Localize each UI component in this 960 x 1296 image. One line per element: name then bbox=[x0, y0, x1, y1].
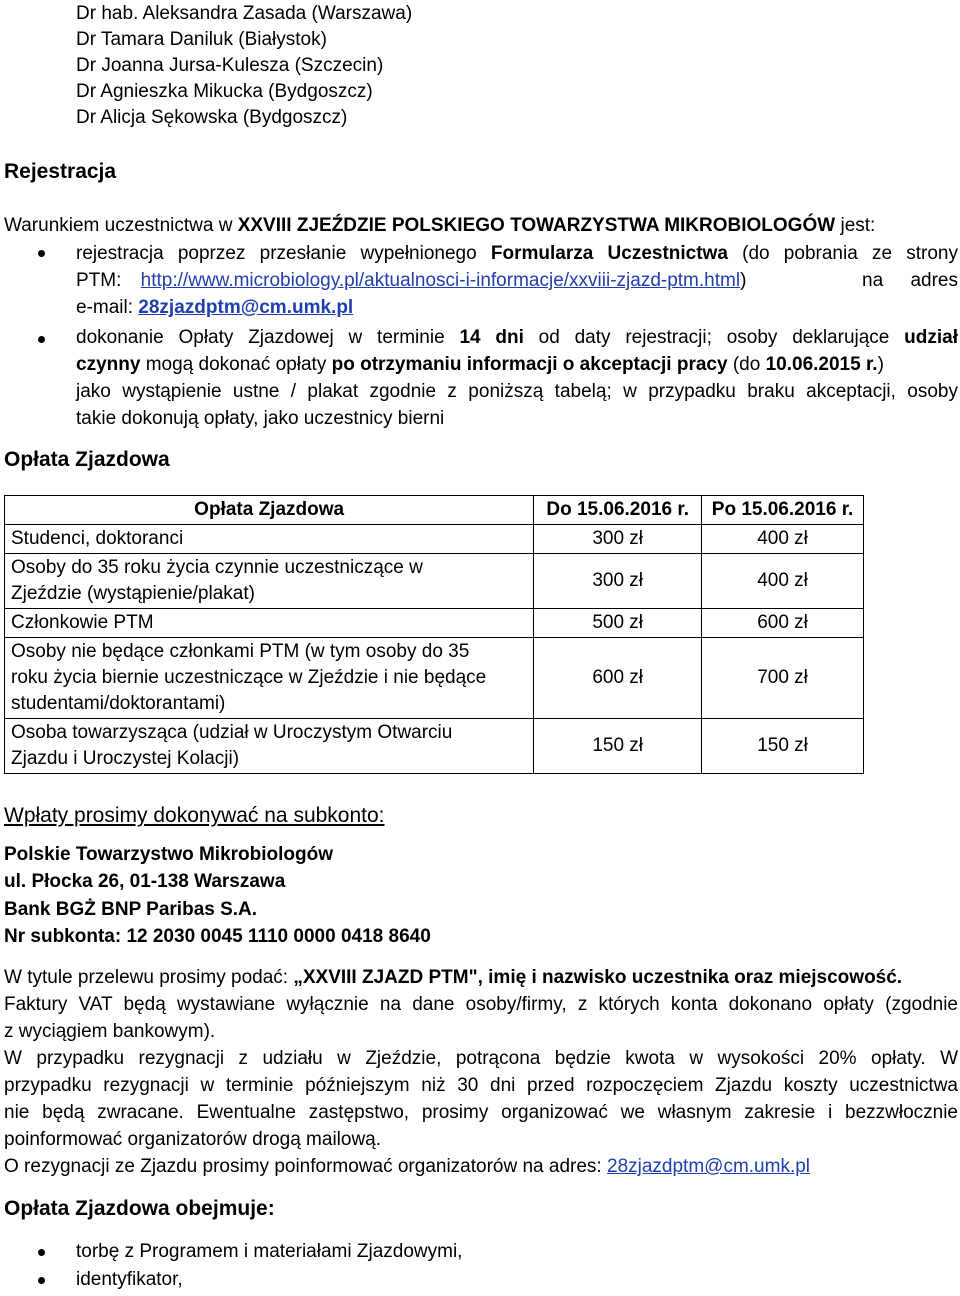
row-label bbox=[5, 719, 534, 774]
word-na: na bbox=[862, 270, 884, 291]
table-row bbox=[5, 609, 864, 638]
intro-suffix: jest: bbox=[835, 215, 876, 236]
price-after: 400 zł bbox=[702, 554, 864, 609]
b2-days: 14 dni bbox=[459, 327, 524, 348]
paren-close: ) bbox=[740, 270, 747, 291]
transfer-title-bold: „XXVIII ZJAZD PTM", imię i nazwisko uczestnika oraz miejscowość. bbox=[293, 967, 903, 988]
registration-email-link[interactable]: 28zjazdptm@cm.umk.pl bbox=[138, 297, 354, 318]
bullet-2-line-2 bbox=[76, 351, 884, 378]
price-before: 300 zł bbox=[534, 554, 702, 609]
row-label-line: Osoby nie będące członkami PTM (w tym osoby do 35 bbox=[11, 641, 470, 662]
fee-heading: Opłata Zjazdowa bbox=[4, 448, 170, 471]
row-label-line: Studenci, doktoranci bbox=[11, 528, 184, 549]
committee-member-2: Dr Tamara Daniluk (Białystok) bbox=[76, 29, 327, 50]
b2-text: dokonanie Opłaty Zjazdowej w terminie bbox=[76, 327, 460, 348]
b2-active-2: czynny bbox=[76, 354, 141, 375]
payment-bank: Bank BGŻ BNP Paribas S.A. bbox=[4, 899, 258, 920]
intro-prefix: Warunkiem uczestnictwa w bbox=[4, 215, 238, 236]
registration-intro bbox=[4, 212, 875, 239]
committee-member-4: Dr Agnieszka Mikucka (Bydgoszcz) bbox=[76, 81, 373, 102]
bullet-1-line-2 bbox=[76, 267, 958, 294]
bullet-2-line-3: jako wystąpienie ustne / plakat zgodnie z poniższą tabelą; w przypadku braku akceptacji, osoby bbox=[76, 381, 958, 402]
b2-text-2: od daty rejestracji; osoby deklarujące bbox=[523, 327, 905, 348]
ptm-label: PTM: bbox=[76, 270, 122, 291]
bullet-2-line-1 bbox=[76, 324, 958, 351]
payment-org: Polskie Towarzystwo Mikrobiologów bbox=[4, 844, 334, 865]
price-before: 500 zł bbox=[534, 609, 702, 638]
b2-text-3: mogą dokonać opłaty bbox=[140, 354, 332, 375]
row-label bbox=[5, 554, 534, 609]
b2-active: udział bbox=[904, 327, 959, 348]
payment-account: Nr subkonta: 12 2030 0045 1110 0000 0418 8640 bbox=[4, 926, 431, 947]
word-adres: adres bbox=[910, 270, 958, 291]
row-label-line: roku życia biernie uczestniczące w Zjeździe i nie będące bbox=[11, 667, 487, 688]
form-download-link[interactable]: http://www.microbiology.pl/aktualnosci-i-informacje/xxviii-zjazd-ptm.html bbox=[140, 270, 741, 291]
b2-text-4: (do bbox=[727, 354, 766, 375]
row-label bbox=[5, 609, 534, 638]
includes-heading: Opłata Zjazdowa obejmuje: bbox=[4, 1197, 275, 1220]
bullet-1-line-3 bbox=[76, 294, 353, 321]
cancel-line-3: nie będą zwracane. Ewentualne zastępstwo, prosimy organizować we własnym zakresie i bezzwłocznie bbox=[4, 1102, 958, 1123]
cancel-line-1: W przypadku rezygnacji z udziału w Zjeździe, potrącona będzie kwota w wysokości 20% opłaty. W bbox=[4, 1048, 958, 1069]
row-label-line: Osoby do 35 roku życia czynnie uczestniczące w bbox=[11, 557, 423, 578]
price-after: 150 zł bbox=[702, 719, 864, 774]
bullet-1-line-1 bbox=[76, 240, 958, 267]
fee-table-header bbox=[5, 496, 864, 525]
email-label: e-mail: bbox=[76, 297, 139, 318]
table-row bbox=[5, 554, 864, 609]
price-before: 600 zł bbox=[534, 638, 702, 719]
cancel-line-4: poinformować organizatorów drogą mailową. bbox=[4, 1129, 382, 1150]
vat-line-1: Faktury VAT będą wystawiane wyłącznie na dane osoby/firmy, z których konta dokonano opłaty (zgodnie bbox=[4, 994, 958, 1015]
form-name: Formularza Uczestnictwa bbox=[490, 243, 728, 264]
b2-after-acceptance: po otrzymaniu informacji o akceptacji pracy bbox=[331, 354, 728, 375]
bullet-2-line-4: takie dokonują opłaty, jako uczestnicy bierni bbox=[76, 408, 445, 429]
row-label-line: Członkowie PTM bbox=[11, 612, 154, 633]
price-after: 600 zł bbox=[702, 609, 864, 638]
row-label bbox=[5, 525, 534, 554]
table-row bbox=[5, 525, 864, 554]
row-label bbox=[5, 638, 534, 719]
cancel-email-link[interactable]: 28zjazdptm@cm.umk.pl bbox=[607, 1156, 811, 1177]
cancel-line-2: przypadku rezygnacji w terminie późniejszym niż 30 dni przed rozpoczęciem Zjazdu koszty uczestnictwa bbox=[4, 1075, 958, 1096]
b1-text: rejestracja poprzez przesłanie wypełnionego bbox=[76, 243, 491, 264]
bullet-icon bbox=[38, 1249, 45, 1256]
includes-item: identyfikator, bbox=[76, 1269, 183, 1290]
table-row bbox=[5, 719, 864, 774]
table-row bbox=[5, 638, 864, 719]
header-fee: Opłata Zjazdowa bbox=[5, 496, 534, 525]
row-label-line: Zjeździe (wystąpienie/plakat) bbox=[11, 583, 255, 604]
intro-congress-name: XXVIII ZJEŹDZIE POLSKIEGO TOWARZYSTWA MIKROBIOLOGÓW bbox=[237, 215, 836, 236]
price-after: 700 zł bbox=[702, 638, 864, 719]
b2-paren: ) bbox=[877, 354, 884, 375]
cancel-inform bbox=[4, 1153, 810, 1180]
inform-prefix: O rezygnacji ze Zjazdu prosimy poinformować organizatorów na adres: bbox=[4, 1156, 607, 1177]
header-before: Do 15.06.2016 r. bbox=[534, 496, 702, 525]
committee-member-1: Dr hab. Aleksandra Zasada (Warszawa) bbox=[76, 3, 413, 24]
registration-heading: Rejestracja bbox=[4, 160, 117, 183]
price-after: 400 zł bbox=[702, 525, 864, 554]
row-label-line: Osoba towarzysząca (udział w Uroczystym Otwarciu bbox=[11, 722, 453, 743]
includes-item: torbę z Programem i materiałami Zjazdowymi, bbox=[76, 1241, 463, 1262]
fee-table bbox=[4, 495, 864, 774]
transfer-title-prefix: W tytule przelewu prosimy podać: bbox=[4, 967, 294, 988]
row-label-line: studentami/doktorantami) bbox=[11, 693, 226, 714]
committee-member-5: Dr Alicja Sękowska (Bydgoszcz) bbox=[76, 107, 348, 128]
price-before: 150 zł bbox=[534, 719, 702, 774]
bullet-icon bbox=[38, 250, 45, 257]
transfer-title bbox=[4, 964, 902, 991]
price-before: 300 zł bbox=[534, 525, 702, 554]
b1-text-2: (do pobrania ze strony bbox=[727, 243, 958, 264]
header-after: Po 15.06.2016 r. bbox=[702, 496, 864, 525]
bullet-icon bbox=[38, 336, 45, 343]
committee-member-3: Dr Joanna Jursa-Kulesza (Szczecin) bbox=[76, 55, 384, 76]
payment-heading: Wpłaty prosimy dokonywać na subkonto: bbox=[4, 804, 385, 827]
b2-deadline: 10.06.2015 r. bbox=[765, 354, 878, 375]
vat-line-2: z wyciągiem bankowym). bbox=[4, 1021, 216, 1042]
payment-address: ul. Płocka 26, 01-138 Warszawa bbox=[4, 871, 286, 892]
bullet-icon bbox=[38, 1277, 45, 1284]
row-label-line: Zjazdu i Uroczystej Kolacji) bbox=[11, 748, 240, 769]
